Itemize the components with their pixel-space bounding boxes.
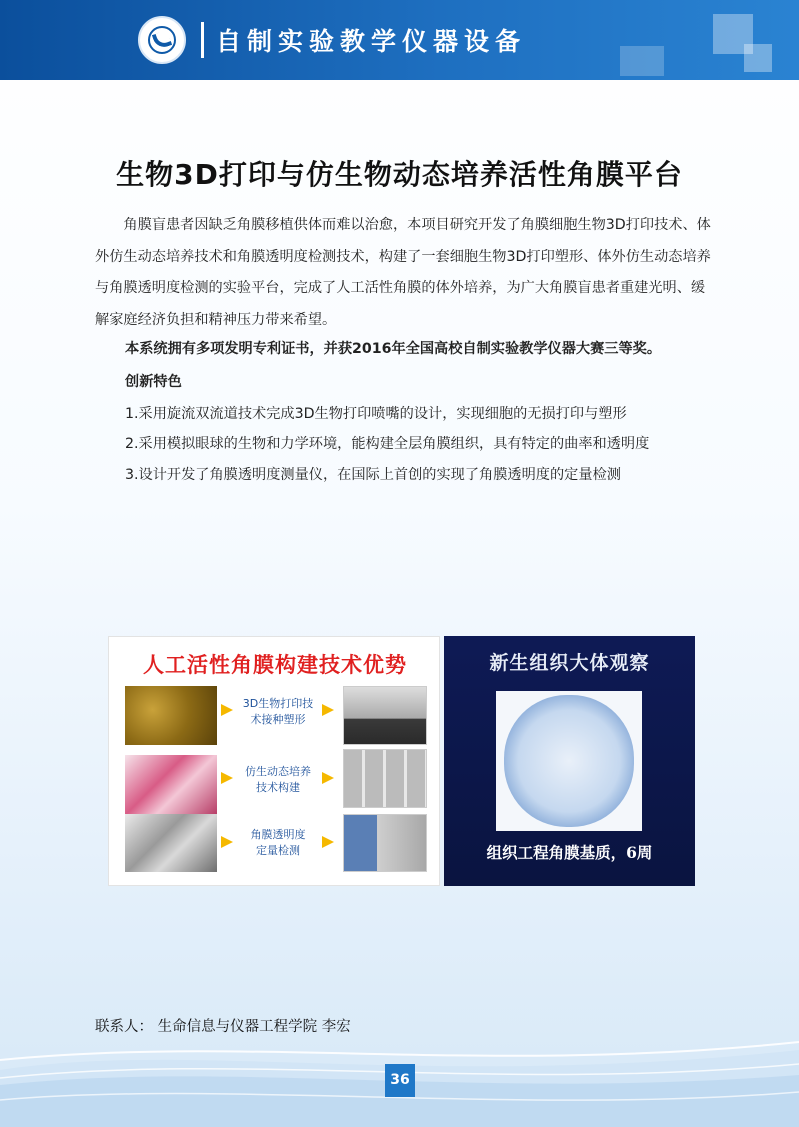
page-title: 生物3D打印与仿生物动态培养活性角膜平台 — [116, 158, 683, 191]
header-banner — [0, 0, 799, 80]
step-label: 仿生动态培养 技术构建 — [245, 765, 311, 794]
step-label: 角膜透明度 定量检测 — [250, 828, 306, 857]
arrow-right-icon — [322, 704, 334, 716]
panel-title: 人工活性角膜构建技术优势 — [143, 653, 407, 677]
transparency-meter-photo — [343, 814, 427, 872]
bioreactor-photo — [343, 749, 427, 808]
bioprinter-photo — [343, 686, 427, 745]
tissue-observation-panel — [444, 636, 695, 886]
electron-micrograph-image — [125, 814, 217, 872]
university-seal-icon — [138, 16, 186, 64]
decorative-square — [744, 44, 772, 72]
feature-item: 3.设计开发了角膜透明度测量仪，在国际上首创的实现了角膜透明度的定量检测 — [125, 467, 621, 483]
step-label: 3D生物打印技 术接种塑形 — [242, 697, 314, 726]
tissue-section-image — [125, 755, 217, 814]
panel-caption: 组织工程角膜基质，6周 — [486, 843, 653, 862]
arrow-right-icon — [322, 836, 334, 848]
feature-item: 2.采用模拟眼球的生物和力学环境，能构建全层角膜组织，具有特定的曲率和透明度 — [125, 436, 650, 452]
cornea-photo — [496, 691, 642, 831]
features-heading: 创新特色 — [125, 374, 182, 390]
award-statement: 本系统拥有多项发明专利证书，并获2016年全国高校自制实验教学仪器大赛三等奖。 — [125, 341, 662, 357]
header-divider — [201, 22, 204, 58]
arrow-right-icon — [221, 772, 233, 784]
decorative-square — [620, 46, 664, 76]
header-title: 自制实验教学仪器设备 — [216, 27, 527, 56]
feature-item: 1.采用旋流双流道技术完成3D生物打印喷嘴的设计，实现细胞的无损打印与塑形 — [125, 406, 627, 422]
arrow-right-icon — [221, 704, 233, 716]
intro-paragraph: 角膜盲患者因缺乏角膜移植供体而难以治愈，本项目研究开发了角膜细胞生物3D打印技术、体外仿生动态培养技术和角膜透明度检测技术，构建了一套细胞生物3D打印塑形、体外仿生动态培养与角膜透明度检测的实验平台，完成了人工活性角膜的体外培养，为广大角膜盲患者重建光明、缓解家庭经济负担和精神压力带来希望。 — [95, 217, 711, 328]
panel-title: 新生组织大体观察 — [489, 652, 650, 674]
cell-micrograph-image — [125, 686, 217, 745]
figure — [108, 636, 695, 886]
page-number: 36 — [385, 1064, 415, 1097]
arrow-right-icon — [221, 836, 233, 848]
cornea-tissue — [504, 695, 634, 827]
arrow-right-icon — [322, 772, 334, 784]
technology-advantage-panel — [108, 636, 440, 886]
contact-line: 联系人： 生命信息与仪器工程学院 李宏 — [95, 1019, 351, 1035]
